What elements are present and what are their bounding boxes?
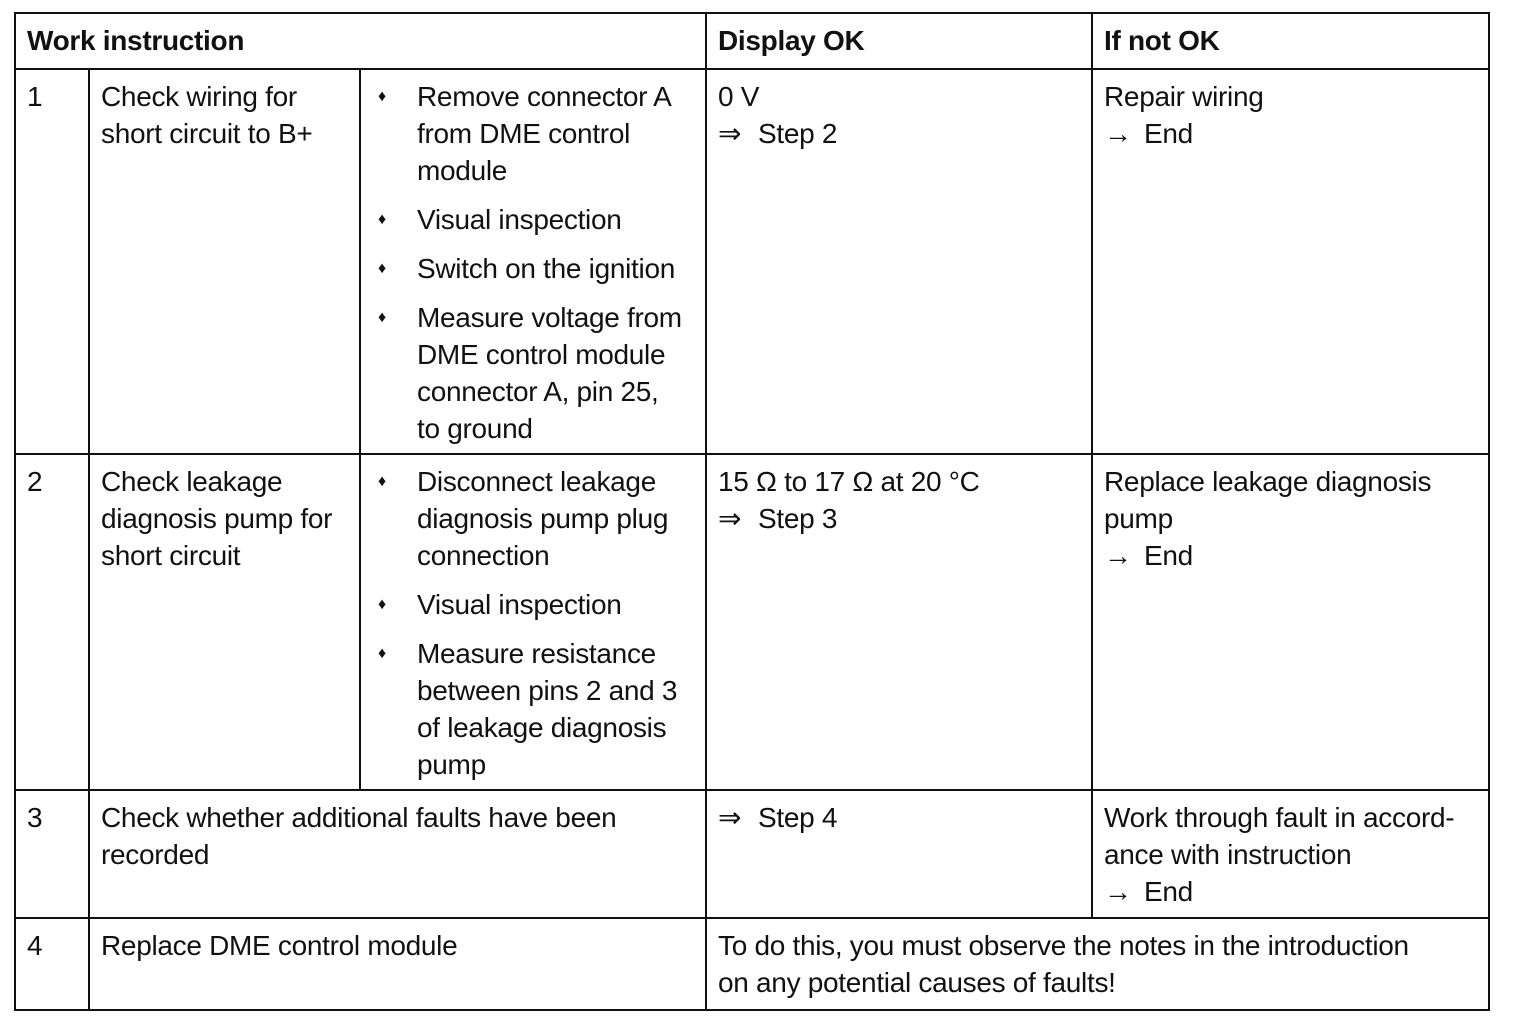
list-item: ♦ Visual inspection xyxy=(372,586,695,623)
arrow-icon: → xyxy=(1104,118,1132,149)
step-number: 3 xyxy=(15,790,89,918)
list-item: ♦ Measure resistance between pins 2 and 3 of leakage diagnosis pump xyxy=(372,635,695,783)
work-instruction-table xyxy=(14,12,1490,1011)
list-item: ♦ Remove connector A from DME control module xyxy=(372,78,695,189)
diamond-bullet-icon: ♦ xyxy=(378,309,386,326)
diamond-bullet-icon: ♦ xyxy=(378,645,386,662)
table-row xyxy=(15,454,1489,790)
arrow-icon: → xyxy=(1104,540,1132,571)
if-not-ok-cell: Repair wiring → End xyxy=(1092,69,1489,454)
list-item: ♦ Measure voltage from DME control module connector A, pin 25, to ground xyxy=(372,299,695,447)
header-work-instruction: Work instruction xyxy=(15,13,706,69)
diamond-bullet-icon: ♦ xyxy=(378,260,386,277)
check-description: Check leakage diagnosis pump for short circuit xyxy=(89,454,360,790)
display-ok-cell: ⇒ Step 4 xyxy=(706,790,1092,918)
header-row xyxy=(15,13,1489,69)
action-list xyxy=(360,69,706,454)
check-description: Check wiring for short circuit to B+ xyxy=(89,69,360,454)
action-list xyxy=(360,454,706,790)
step-number: 1 xyxy=(15,69,89,454)
step-number: 4 xyxy=(15,918,89,1010)
header-display-ok: Display OK xyxy=(706,13,1092,69)
step-number: 2 xyxy=(15,454,89,790)
list-item: ♦ Disconnect leakage diagnosis pump plug connection xyxy=(372,463,695,574)
list-item: ♦ Switch on the ignition xyxy=(372,250,695,287)
diamond-bullet-icon: ♦ xyxy=(378,211,386,228)
diamond-bullet-icon: ♦ xyxy=(378,473,386,490)
check-description: Replace DME control module xyxy=(89,918,706,1010)
list-item: ♦ Visual inspection xyxy=(372,201,695,238)
table-row xyxy=(15,918,1489,1010)
diamond-bullet-icon: ♦ xyxy=(378,88,386,105)
arrow-icon: → xyxy=(1104,876,1132,907)
note-cell: To do this, you must observe the notes in the introduction on any potential causes of faults! xyxy=(706,918,1489,1010)
if-not-ok-cell: Replace leakage diagnosis pump → End xyxy=(1092,454,1489,790)
table-row xyxy=(15,69,1489,454)
display-ok-cell: 15 Ω to 17 Ω at 20 °C ⇒ Step 3 xyxy=(706,454,1092,790)
double-arrow-icon: ⇒ xyxy=(718,802,742,833)
check-description: Check whether additional faults have been recorded xyxy=(89,790,706,918)
double-arrow-icon: ⇒ xyxy=(718,503,742,534)
display-ok-cell: 0 V ⇒ Step 2 xyxy=(706,69,1092,454)
if-not-ok-cell: Work through fault in accord- ance with instruction → End xyxy=(1092,790,1489,918)
double-arrow-icon: ⇒ xyxy=(718,118,742,149)
header-if-not-ok: If not OK xyxy=(1092,13,1489,69)
table-row xyxy=(15,790,1489,918)
diamond-bullet-icon: ♦ xyxy=(378,596,386,613)
